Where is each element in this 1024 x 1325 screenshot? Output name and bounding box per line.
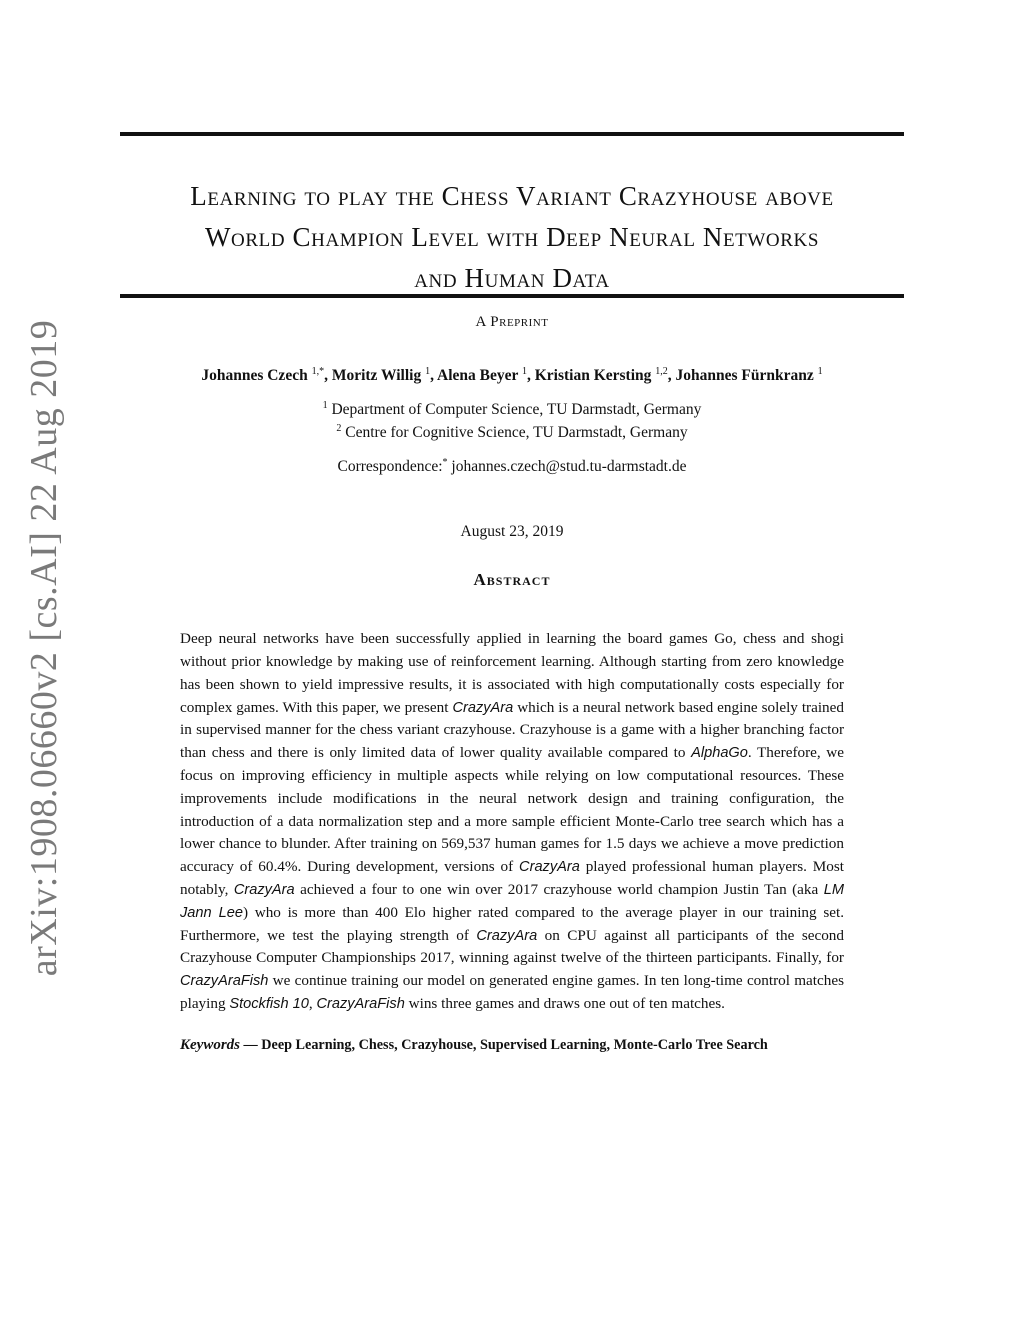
system-name: CrazyAra xyxy=(519,859,580,876)
keywords-list: — Deep Learning, Chess, Crazyhouse, Supervised Learning, Monte-Carlo Tree Search xyxy=(243,1037,768,1053)
author-separator: , xyxy=(667,367,676,385)
author-affiliation-mark: 1 xyxy=(817,366,823,377)
author-affiliation-mark: 1 xyxy=(425,366,431,377)
author-affiliation-mark: 1 xyxy=(521,366,527,377)
abstract-text: . Therefore, we focus on improving efficiency in multiple aspects while relying on low computational resources. These improvements include modifications in the neural network design and training configuration, the introduction of a data normalization step and a more sample efficient Monte-Carlo tree search which has a lower chance to blunder. After training on 569,537 human games for 1.5 days we achieve a move prediction accuracy of 60.4%. During development, versions of xyxy=(180,744,844,876)
abstract-text: played professional human players. Most notably, xyxy=(180,858,844,898)
system-name: CrazyAraFish xyxy=(316,995,405,1012)
keywords-line xyxy=(180,1037,880,1054)
author-affiliation-mark: 1,* xyxy=(311,366,325,377)
author-name: Johannes Fürnkranz xyxy=(675,367,814,385)
abstract-text: , xyxy=(308,994,317,1012)
abstract-text: ) who is more than 400 Elo higher rated compared to the average player in our training set. Furthermore, we test the playing strength of xyxy=(180,903,844,944)
title-bottom-rule xyxy=(120,294,904,298)
abstract-text: wins three games and draws one out of ten matches. xyxy=(404,994,725,1012)
abstract-body xyxy=(180,628,844,1016)
preprint-label: A Preprint xyxy=(475,314,549,330)
correspondence-label: Correspondence: xyxy=(337,458,443,476)
title-top-rule xyxy=(120,132,904,136)
title-line-2: World Champion Level with Deep Neural Networks xyxy=(204,222,820,253)
title-line-1: Learning to play the Chess Variant Crazyhouse above xyxy=(190,181,834,212)
abstract-text: which is a neural network based engine solely trained in supervised manner for the chess variant crazyhouse. Crazyhouse is a game with a higher branching factor than chess and there is only limited data of lower quality available compared to xyxy=(180,698,844,762)
author-affiliation-mark: 1,2 xyxy=(655,366,668,377)
paper-date: August 23, 2019 xyxy=(460,523,564,540)
affiliation-mark: 2 xyxy=(336,423,342,434)
system-name: CrazyAraFish xyxy=(180,973,269,990)
affiliation-text: Centre for Cognitive Science, TU Darmstadt, Germany xyxy=(345,424,688,442)
abstract-text: achieved a four to one win over 2017 crazyhouse world champion Justin Tan (aka xyxy=(294,880,824,898)
system-name: CrazyAra xyxy=(452,699,514,716)
player-name: LM Jann Lee xyxy=(180,881,844,921)
author-name: Kristian Kersting xyxy=(534,367,652,385)
title-line-3: and Human Data xyxy=(414,263,610,294)
author-name: Alena Beyer xyxy=(437,367,519,385)
abstract-text: Deep neural networks have been successfully applied in learning the board games Go, chess and shogi without prior knowledge by making use of reinforcement learning. Although starting from zero knowledge has been shown to yield impressive results, it is associated with high computationally costs especially for complex games. With this paper, we present xyxy=(180,630,844,716)
abstract-heading: Abstract xyxy=(473,570,551,589)
author-list xyxy=(0,366,1024,385)
author-separator: , xyxy=(526,367,535,385)
keywords-label: Keywords xyxy=(180,1037,240,1053)
affiliation-text: Department of Computer Science, TU Darmstadt, Germany xyxy=(331,401,702,419)
abstract-text: on CPU against all participants of the second Crazyhouse Computer Championships 2017, winning against twelve of the thirteen participants. Finally, for xyxy=(180,926,844,967)
correspondence xyxy=(0,457,1024,476)
correspondence-mark: * xyxy=(442,457,448,468)
system-name: CrazyAra xyxy=(476,927,538,944)
system-name: AlphaGo xyxy=(691,745,748,762)
system-name: CrazyAra xyxy=(233,881,295,898)
system-name: Stockfish 10 xyxy=(229,995,309,1012)
abstract-text: we continue training our model on generated engine games. In ten long-time control matches playing xyxy=(180,972,844,1012)
affiliation-2 xyxy=(0,423,1024,442)
author-name: Moritz Willig xyxy=(331,367,422,385)
arxiv-watermark: arXiv:1908.06660v2 [cs.AI] 22 Aug 2019 xyxy=(23,319,65,977)
author-separator: , xyxy=(324,367,332,385)
author-name: Johannes Czech xyxy=(201,367,308,385)
affiliation-mark: 1 xyxy=(322,400,328,411)
correspondence-email[interactable]: johannes.czech@stud.tu-darmstadt.de xyxy=(451,458,687,476)
affiliation-1 xyxy=(0,400,1024,419)
paper-title xyxy=(110,176,914,299)
author-separator: , xyxy=(430,367,438,385)
